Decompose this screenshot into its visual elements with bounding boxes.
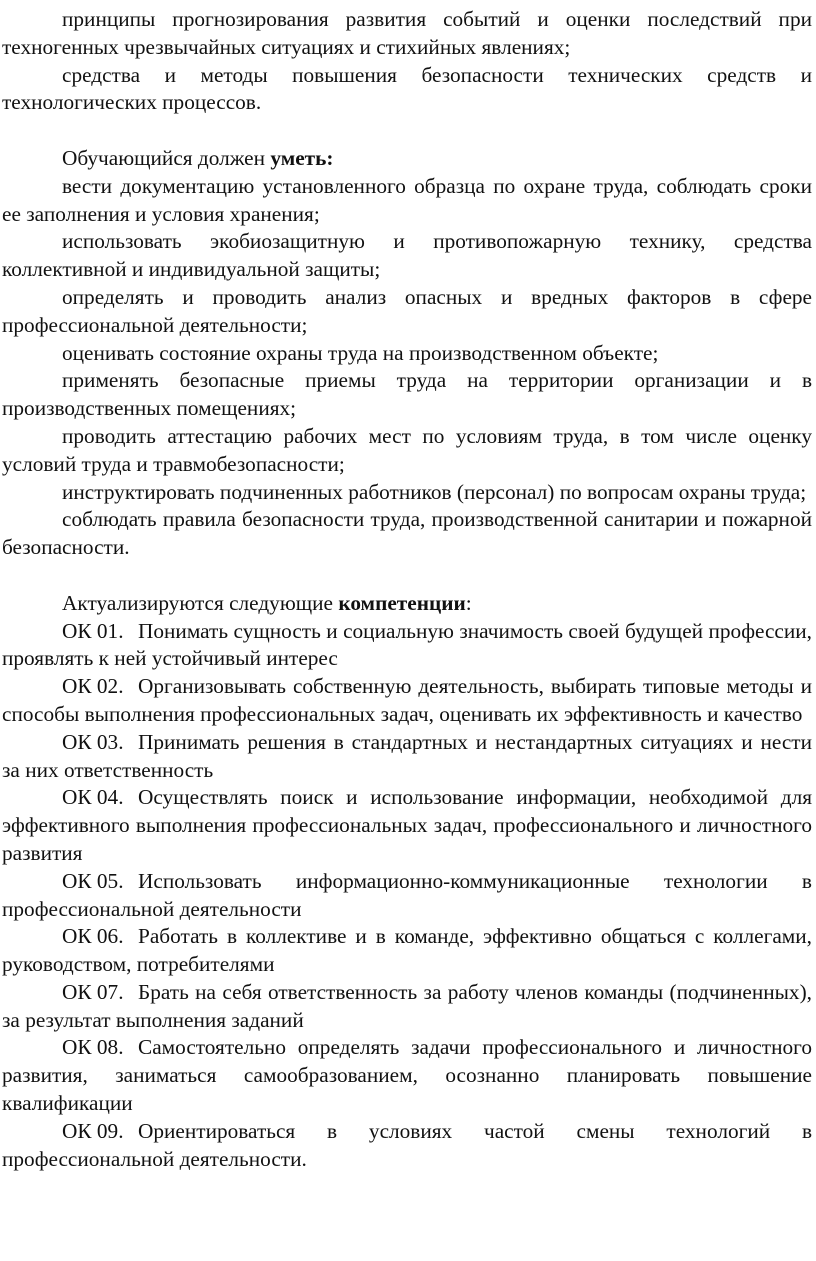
competency-text: Организовывать собственную деятельность, выбирать типовые методы и способы выполнения профессиональных задач, оценивать их эффективность и качество: [2, 674, 812, 726]
competency-item: [2, 868, 812, 924]
competency-text: Брать на себя ответственность за работу членов команды (подчиненных), за результат выполнения заданий: [2, 979, 812, 1032]
skill-item: инструктировать подчиненных работников (персонал) по вопросам охраны труда;: [62, 479, 807, 504]
skills-intro: [2, 145, 812, 173]
competency-text: Работать в коллективе и в команде, эффективно общаться с коллегами, руководством, потребителями: [2, 924, 812, 977]
competency-item: [2, 618, 812, 674]
skill-item: применять безопасные приемы труда на территории организации и в производственных помещениях;: [2, 368, 812, 421]
competency-code: ОК 07.: [62, 979, 124, 1004]
competency-code: ОК 05.: [62, 868, 124, 893]
competency-text: Самостоятельно определять задачи профессионального и личностного развития, заниматься самообразованием, осознанно планировать повышение квалификации: [2, 1035, 812, 1116]
skills-intro-keyword: уметь:: [270, 145, 334, 170]
skill-item: определять и проводить анализ опасных и вредных факторов в сфере профессиональной деятельности;: [2, 284, 812, 337]
competency-code: ОК 02.: [62, 674, 124, 699]
competency-text: Осуществлять поиск и использование информации, необходимой для эффективного выполнения профессиональных задач, профессионального и личностного развития: [2, 785, 812, 865]
competency-code: ОК 03.: [62, 729, 124, 754]
competency-item: [2, 729, 812, 785]
knowledge-item: принципы прогнозирования развития событий и оценки последствий при техногенных чрезвычайных ситуациях и стихийных явлениях;: [2, 7, 812, 59]
skill-item: вести документацию установленного образца по охране труда, соблюдать сроки ее заполнения и условия хранения;: [2, 173, 812, 226]
skills-intro-text: Обучающийся должен: [62, 145, 271, 170]
knowledge-item: средства и методы повышения безопасности технических средств и технологических процессов.: [2, 62, 812, 115]
competencies-intro: [2, 590, 812, 618]
competency-item: [2, 1034, 812, 1117]
competency-item: [2, 923, 812, 979]
competency-code: ОК 09.: [62, 1118, 124, 1143]
skill-item: оценивать состояние охраны труда на производственном объекте;: [62, 340, 659, 365]
skill-item: использовать экобиозащитную и противопожарную технику, средства коллективной и индивидуальной защиты;: [2, 229, 812, 282]
document-page: [2, 6, 812, 1173]
competency-code: ОК 08.: [62, 1035, 124, 1060]
competency-item: [2, 673, 812, 729]
competencies-intro-colon: :: [465, 590, 472, 615]
paragraph-gap: [2, 117, 812, 145]
competencies-intro-text: Актуализируются следующие: [62, 590, 339, 615]
competency-item: [2, 784, 812, 867]
competency-code: ОК 06.: [62, 924, 124, 949]
competency-text: Использовать информационно-коммуникационные технологии в профессиональной деятельности: [2, 868, 812, 921]
competency-code: ОК 01.: [62, 618, 124, 643]
skill-item: проводить аттестацию рабочих мест по условиям труда, в том числе оценку условий труда и травмобезопасности;: [2, 423, 812, 476]
paragraph-gap: [2, 562, 812, 590]
competency-item: [2, 979, 812, 1035]
competency-text: Принимать решения в стандартных и нестандартных ситуациях и нести за них ответственность: [2, 729, 812, 782]
competency-text: Ориентироваться в условиях частой смены технологий в профессиональной деятельности.: [2, 1118, 812, 1171]
competency-text: Понимать сущность и социальную значимость своей будущей профессии, проявлять к ней устойчивый интерес: [2, 618, 812, 671]
competency-item: [2, 1118, 812, 1174]
skill-item: соблюдать правила безопасности труда, производственной санитарии и пожарной безопасности.: [2, 507, 812, 560]
competencies-intro-keyword: компетенции: [338, 590, 466, 615]
competency-code: ОК 04.: [62, 785, 124, 810]
